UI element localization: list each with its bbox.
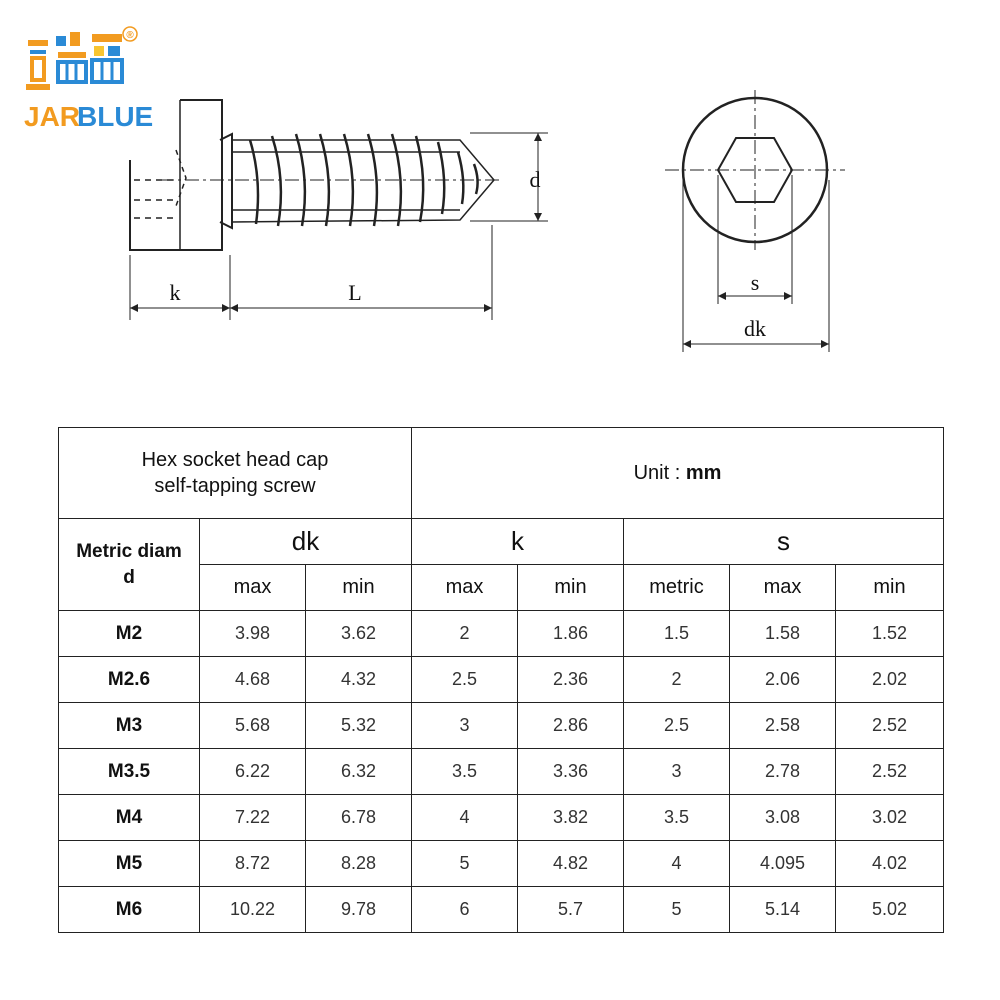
dim-label-k: k <box>169 280 181 305</box>
cell-dk-min: 5.32 <box>306 703 412 749</box>
table-body <box>59 611 944 933</box>
cell-s-min: 2.52 <box>836 703 944 749</box>
subheader-k-min: min <box>518 565 624 611</box>
metric-header <box>59 519 200 611</box>
subheader-dk-min: min <box>306 565 412 611</box>
cell-s-metric: 4 <box>624 841 730 887</box>
cell-dk-min: 6.32 <box>306 749 412 795</box>
spec-table <box>58 427 944 933</box>
row-size-cell: M6 <box>59 887 200 933</box>
cell-dk-min: 4.32 <box>306 657 412 703</box>
cell-s-metric: 3 <box>624 749 730 795</box>
row-size-cell: M5 <box>59 841 200 887</box>
cell-s-min: 5.02 <box>836 887 944 933</box>
cell-s-max: 1.58 <box>730 611 836 657</box>
top-view <box>665 90 845 352</box>
cell-s-max: 2.78 <box>730 749 836 795</box>
cell-k-min: 3.36 <box>518 749 624 795</box>
cell-s-metric: 5 <box>624 887 730 933</box>
cell-k-min: 3.82 <box>518 795 624 841</box>
dim-label-dk: dk <box>744 316 766 341</box>
brand-text-blue: BLUE <box>77 101 154 132</box>
metric-header-line2: d <box>123 566 135 588</box>
table-row <box>59 657 944 703</box>
cell-dk-max: 3.98 <box>200 611 306 657</box>
cell-s-min: 3.02 <box>836 795 944 841</box>
cell-dk-max: 4.68 <box>200 657 306 703</box>
cell-k-min: 2.36 <box>518 657 624 703</box>
cell-k-max: 3 <box>412 703 518 749</box>
cell-dk-max: 10.22 <box>200 887 306 933</box>
dim-label-s: s <box>750 270 760 295</box>
subheader-s-max: max <box>730 565 836 611</box>
row-size-cell: M2 <box>59 611 200 657</box>
registered-mark: ® <box>126 30 134 41</box>
unit-cell <box>412 428 944 519</box>
cell-k-max: 3.5 <box>412 749 518 795</box>
cell-s-min: 2.02 <box>836 657 944 703</box>
cell-s-min: 4.02 <box>836 841 944 887</box>
cell-s-max: 5.14 <box>730 887 836 933</box>
screw-drawing <box>0 0 1000 420</box>
cell-s-max: 4.095 <box>730 841 836 887</box>
table-title-line2: self-tapping screw <box>154 475 316 497</box>
cell-dk-min: 9.78 <box>306 887 412 933</box>
table-title <box>59 428 412 519</box>
brand-text-jar: JAR <box>24 101 81 132</box>
unit-value: mm <box>685 461 722 484</box>
cell-k-max: 4 <box>412 795 518 841</box>
group-header-dk: dk <box>200 519 412 565</box>
row-size-cell: M4 <box>59 795 200 841</box>
subheader-s-metric: metric <box>624 565 730 611</box>
cell-k-min: 4.82 <box>518 841 624 887</box>
cell-k-max: 2.5 <box>412 657 518 703</box>
row-size-cell: M3 <box>59 703 200 749</box>
cell-s-max: 3.08 <box>730 795 836 841</box>
cell-dk-max: 7.22 <box>200 795 306 841</box>
cell-dk-min: 8.28 <box>306 841 412 887</box>
cell-dk-max: 6.22 <box>200 749 306 795</box>
cell-k-max: 2 <box>412 611 518 657</box>
table-row <box>59 749 944 795</box>
cell-k-min: 2.86 <box>518 703 624 749</box>
subheader-dk-max: max <box>200 565 306 611</box>
cell-s-max: 2.06 <box>730 657 836 703</box>
row-size-cell: M2.6 <box>59 657 200 703</box>
table-row <box>59 795 944 841</box>
unit-label: Unit : <box>633 461 681 484</box>
cell-dk-min: 3.62 <box>306 611 412 657</box>
cell-k-min: 1.86 <box>518 611 624 657</box>
cell-k-max: 5 <box>412 841 518 887</box>
cell-s-metric: 2 <box>624 657 730 703</box>
cell-s-max: 2.58 <box>730 703 836 749</box>
group-header-k: k <box>412 519 624 565</box>
cell-k-min: 5.7 <box>518 887 624 933</box>
screw-head-outline <box>130 100 222 250</box>
cell-s-metric: 3.5 <box>624 795 730 841</box>
row-size-cell: M3.5 <box>59 749 200 795</box>
cell-dk-min: 6.78 <box>306 795 412 841</box>
cell-s-min: 1.52 <box>836 611 944 657</box>
table-row <box>59 703 944 749</box>
table-row <box>59 611 944 657</box>
cell-s-metric: 1.5 <box>624 611 730 657</box>
table-row <box>59 841 944 887</box>
group-header-s: s <box>624 519 944 565</box>
side-view <box>130 100 548 320</box>
cell-k-max: 6 <box>412 887 518 933</box>
cell-dk-max: 5.68 <box>200 703 306 749</box>
subheader-s-min: min <box>836 565 944 611</box>
metric-header-line1: Metric diam <box>76 540 182 562</box>
table-row <box>59 887 944 933</box>
cell-s-metric: 2.5 <box>624 703 730 749</box>
table-title-line1: Hex socket head cap <box>141 449 329 471</box>
dim-label-L: L <box>348 280 362 305</box>
cell-dk-max: 8.72 <box>200 841 306 887</box>
subheader-k-max: max <box>412 565 518 611</box>
dim-label-d: d <box>529 167 541 192</box>
cell-s-min: 2.52 <box>836 749 944 795</box>
